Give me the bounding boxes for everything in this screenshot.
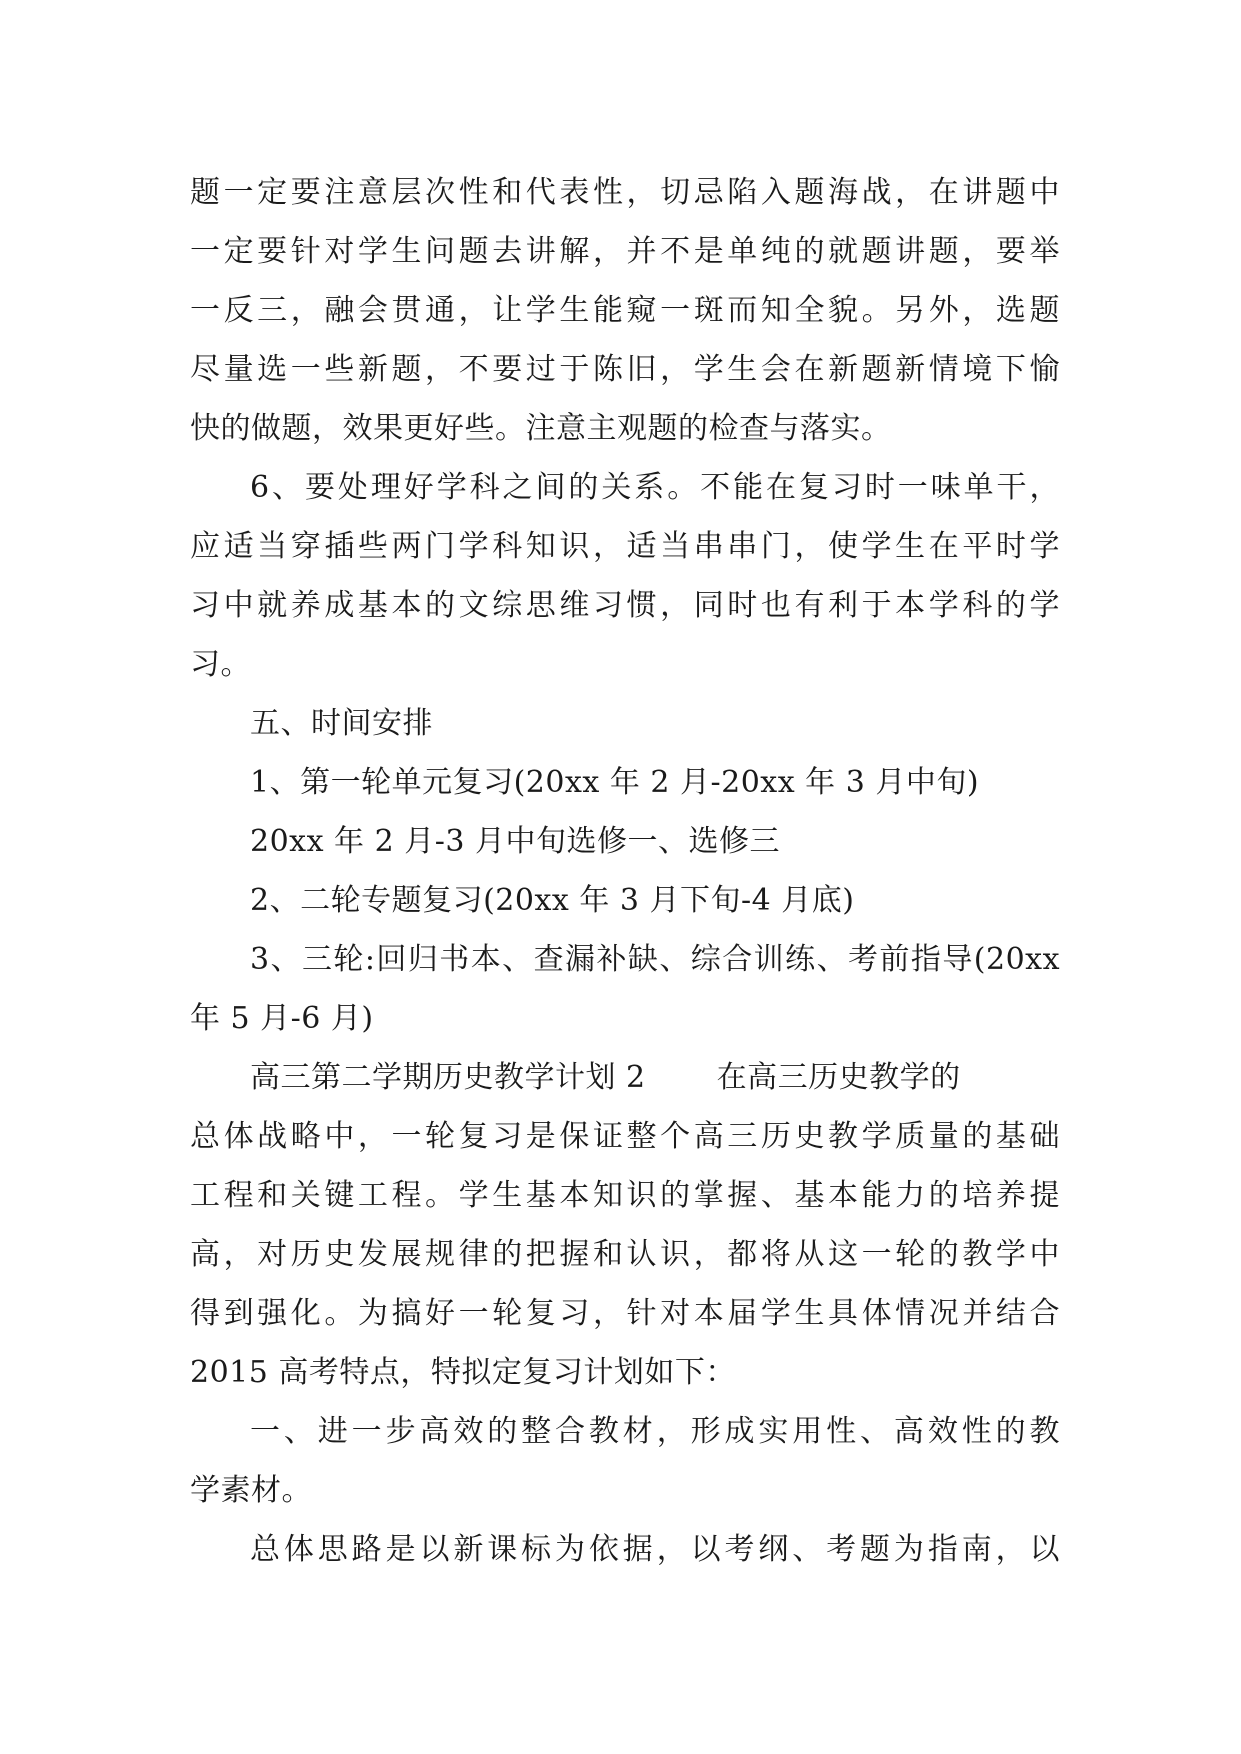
text-line: 2015 高考特点，特拟定复习计划如下： (190, 1355, 736, 1390)
text-line: 尽量选一些新题，不要过于陈旧，学生会在新题新情境下愉 (190, 352, 1060, 387)
text-line: 2、二轮专题复习(20xx 年 3 月下旬-4 月底) (250, 883, 855, 918)
document-body (190, 163, 1060, 1579)
text-line: 一定要针对学生问题去讲解，并不是单纯的就题讲题，要举 (190, 234, 1060, 269)
text-line: 总体战略中，一轮复习是保证整个高三历史教学质量的基础 (190, 1119, 1060, 1154)
text-line: 习。 (190, 647, 251, 682)
text-line: 得到强化。为搞好一轮复习，针对本届学生具体情况并结合 (190, 1296, 1060, 1331)
text-line: 20xx 年 2 月-3 月中旬选修一、选修三 (250, 824, 780, 859)
text-line: 高，对历史发展规律的把握和认识，都将从这一轮的教学中 (190, 1237, 1060, 1272)
text-line: 习中就养成基本的文综思维习惯，同时也有利于本学科的学 (190, 588, 1060, 623)
text-line: 3、三轮:回归书本、查漏补缺、综合训练、考前指导(20xx (250, 942, 1060, 977)
text-line: 题一定要注意层次性和代表性，切忌陷入题海战，在讲题中 (190, 175, 1060, 210)
text-line: 总体思路是以新课标为依据，以考纲、考题为指南，以 (250, 1532, 1060, 1567)
text-line: 年 5 月-6 月) (190, 1001, 374, 1036)
text-line: 工程和关键工程。学生基本知识的掌握、基本能力的培养提 (190, 1178, 1060, 1213)
text-line: 6、要处理好学科之间的关系。不能在复习时一味单干， (250, 470, 1060, 505)
text-line: 一反三，融会贯通，让学生能窥一斑而知全貌。另外，选题 (190, 293, 1060, 328)
text-line: 快的做题，效果更好些。注意主观题的检查与落实。 (190, 411, 892, 446)
text-line: 1、第一轮单元复习(20xx 年 2 月-20xx 年 3 月中旬) (250, 765, 980, 800)
plan-title-line: 高三第二学期历史教学计划 2 在高三历史教学的 (250, 1060, 961, 1095)
section-heading: 五、时间安排 (250, 706, 433, 741)
section-heading: 一、进一步高效的整合教材，形成实用性、高效性的教 (250, 1414, 1060, 1449)
text-line: 应适当穿插些两门学科知识，适当串串门，使学生在平时学 (190, 529, 1060, 564)
text-line: 学素材。 (190, 1473, 312, 1508)
